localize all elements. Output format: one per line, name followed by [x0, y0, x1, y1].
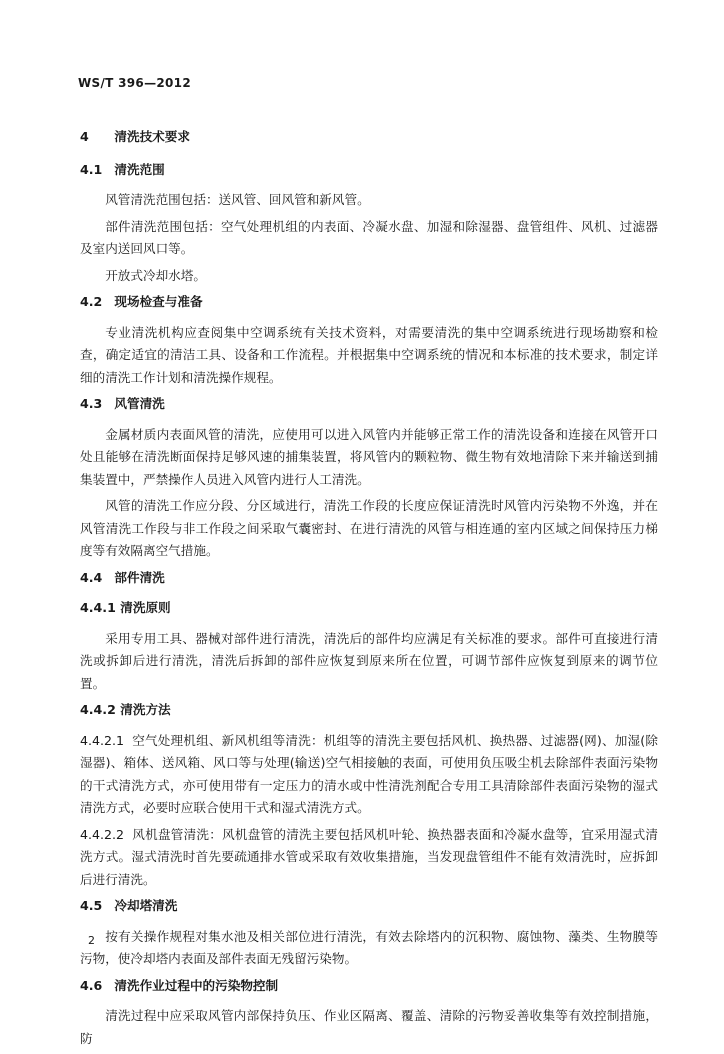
paragraph: 按有关操作规程对集水池及相关部位进行清洗，有效去除塔内的沉积物、腐蚀物、藻类、生物膜等污物，使冷却塔内表面及部件表面无残留污染物。: [80, 928, 658, 966]
section-title: 清洗技术要求: [114, 129, 190, 144]
section-heading-4-6: [80, 975, 658, 998]
section-title: 冷却塔清洗: [114, 898, 178, 913]
section-title: 风管清洗: [114, 396, 165, 411]
section-number: 4.1: [80, 161, 103, 177]
section-number: 4.5: [80, 898, 103, 913]
paragraph: 风管的清洗工作应分段、分区域进行，清洗工作段的长度应保证清洗时风管内污染物不外逸，并在风管清洗工作段与非工作段之间采取气囊密封、在进行清洗的风管与相连通的室内区域之间保持压力梯度等有效隔离空气措施。: [80, 498, 658, 558]
paragraph: 专业清洗机构应查阅集中空调系统有关技术资料，对需要清洗的集中空调系统进行现场勘察和检查，确定适宜的清洁工具、设备和工作流程。并根据集中空调系统的情况和本标准的技术要求，制定详细的清洗工作计划和清洗操作规程。: [80, 324, 658, 385]
section-heading-4-4-1: [80, 597, 658, 620]
section-title: 清洗原则: [120, 600, 171, 615]
section-number: 4.4: [80, 569, 103, 585]
section-heading-4-4: [80, 567, 658, 590]
section-number: 4.6: [80, 977, 103, 993]
standard-id-header: WS/T 396—2012: [78, 76, 191, 90]
clause-4-4-2-2: [80, 824, 658, 892]
section-number: 4.4.2: [80, 702, 116, 717]
section-title: 现场检查与准备: [114, 294, 203, 309]
section-title: 部件清洗: [114, 569, 165, 585]
section-title: 清洗范围: [114, 161, 165, 177]
paragraph: 风管清洗范围包括：送风管、回风管和新风管。: [105, 192, 370, 207]
section-heading-4-4-2: [80, 699, 658, 722]
section-number: 4.3: [80, 396, 103, 411]
clause-text: 空气处理机组、新风机组等清洗：机组等的清洗主要包括风机、换热器、过滤器(网)、加湿(除湿器)、箱体、送风箱、风口等与处理(输送)空气相接触的表面，可使用负压吸尘机去除部件表面污染物的干式清洗方式，亦可使用带有一定压力的清水或中性清洗剂配合专用工具清除部件表面污染物的湿式清洗方式，必要时应联合使用干式和湿式清洗方式。: [80, 732, 658, 815]
section-number: 4.4.1: [80, 600, 116, 615]
section-title: 清洗方法: [120, 702, 171, 717]
paragraph: 开放式冷却水塔。: [105, 267, 206, 283]
section-number: 4: [80, 129, 89, 144]
document-body: [80, 120, 658, 1054]
page-number: 2: [88, 934, 95, 947]
section-heading-4-2: [80, 291, 658, 314]
paragraph: 清洗过程中应采取风管内部保持负压、作业区隔离、覆盖、清除的污物妥善收集等有效控制措施，防: [80, 1008, 658, 1046]
clause-text: 风机盘管清洗：风机盘管的清洗主要包括风机叶轮、换热器表面和冷凝水盘等，宜采用湿式清洗方式。湿式清洗时首先要疏通排水管或采取有效收集措施，当发现盘管组件不能有效清洗时，应拆卸后进行清洗。: [80, 826, 658, 887]
section-heading-4-1: [80, 159, 658, 182]
paragraph: 部件清洗范围包括：空气处理机组的内表面、冷凝水盘、加湿和除湿器、盘管组件、风机、过滤器及室内送回风口等。: [80, 218, 658, 256]
section-heading-4-5: [80, 895, 658, 918]
clause-number: 4.4.2.2: [80, 826, 125, 842]
paragraph: 采用专用工具、器械对部件进行清洗，清洗后的部件均应满足有关标准的要求。部件可直接进行清洗或拆卸后进行清洗，清洗后拆卸的部件应恢复到原来所在位置，可调节部件应恢复到原来的调节位置。: [80, 630, 658, 691]
paragraph: 金属材质内表面风管的清洗，应使用可以进入风管内并能够正常工作的清洗设备和连接在风管开口处且能够在清洗断面保持足够风速的捕集装置，将风管内的颗粒物、微生物有效地清除下来并输送到捕集装置中，严禁操作人员进入风管内进行人工清洗。: [80, 426, 658, 487]
section-title: 清洗作业过程中的污染物控制: [114, 977, 279, 993]
clause-4-4-2-1: [80, 730, 658, 820]
section-heading-4-3: [80, 393, 658, 416]
section-heading-4: [80, 126, 658, 149]
section-number: 4.2: [80, 294, 103, 309]
clause-number: 4.4.2.1: [80, 732, 125, 748]
